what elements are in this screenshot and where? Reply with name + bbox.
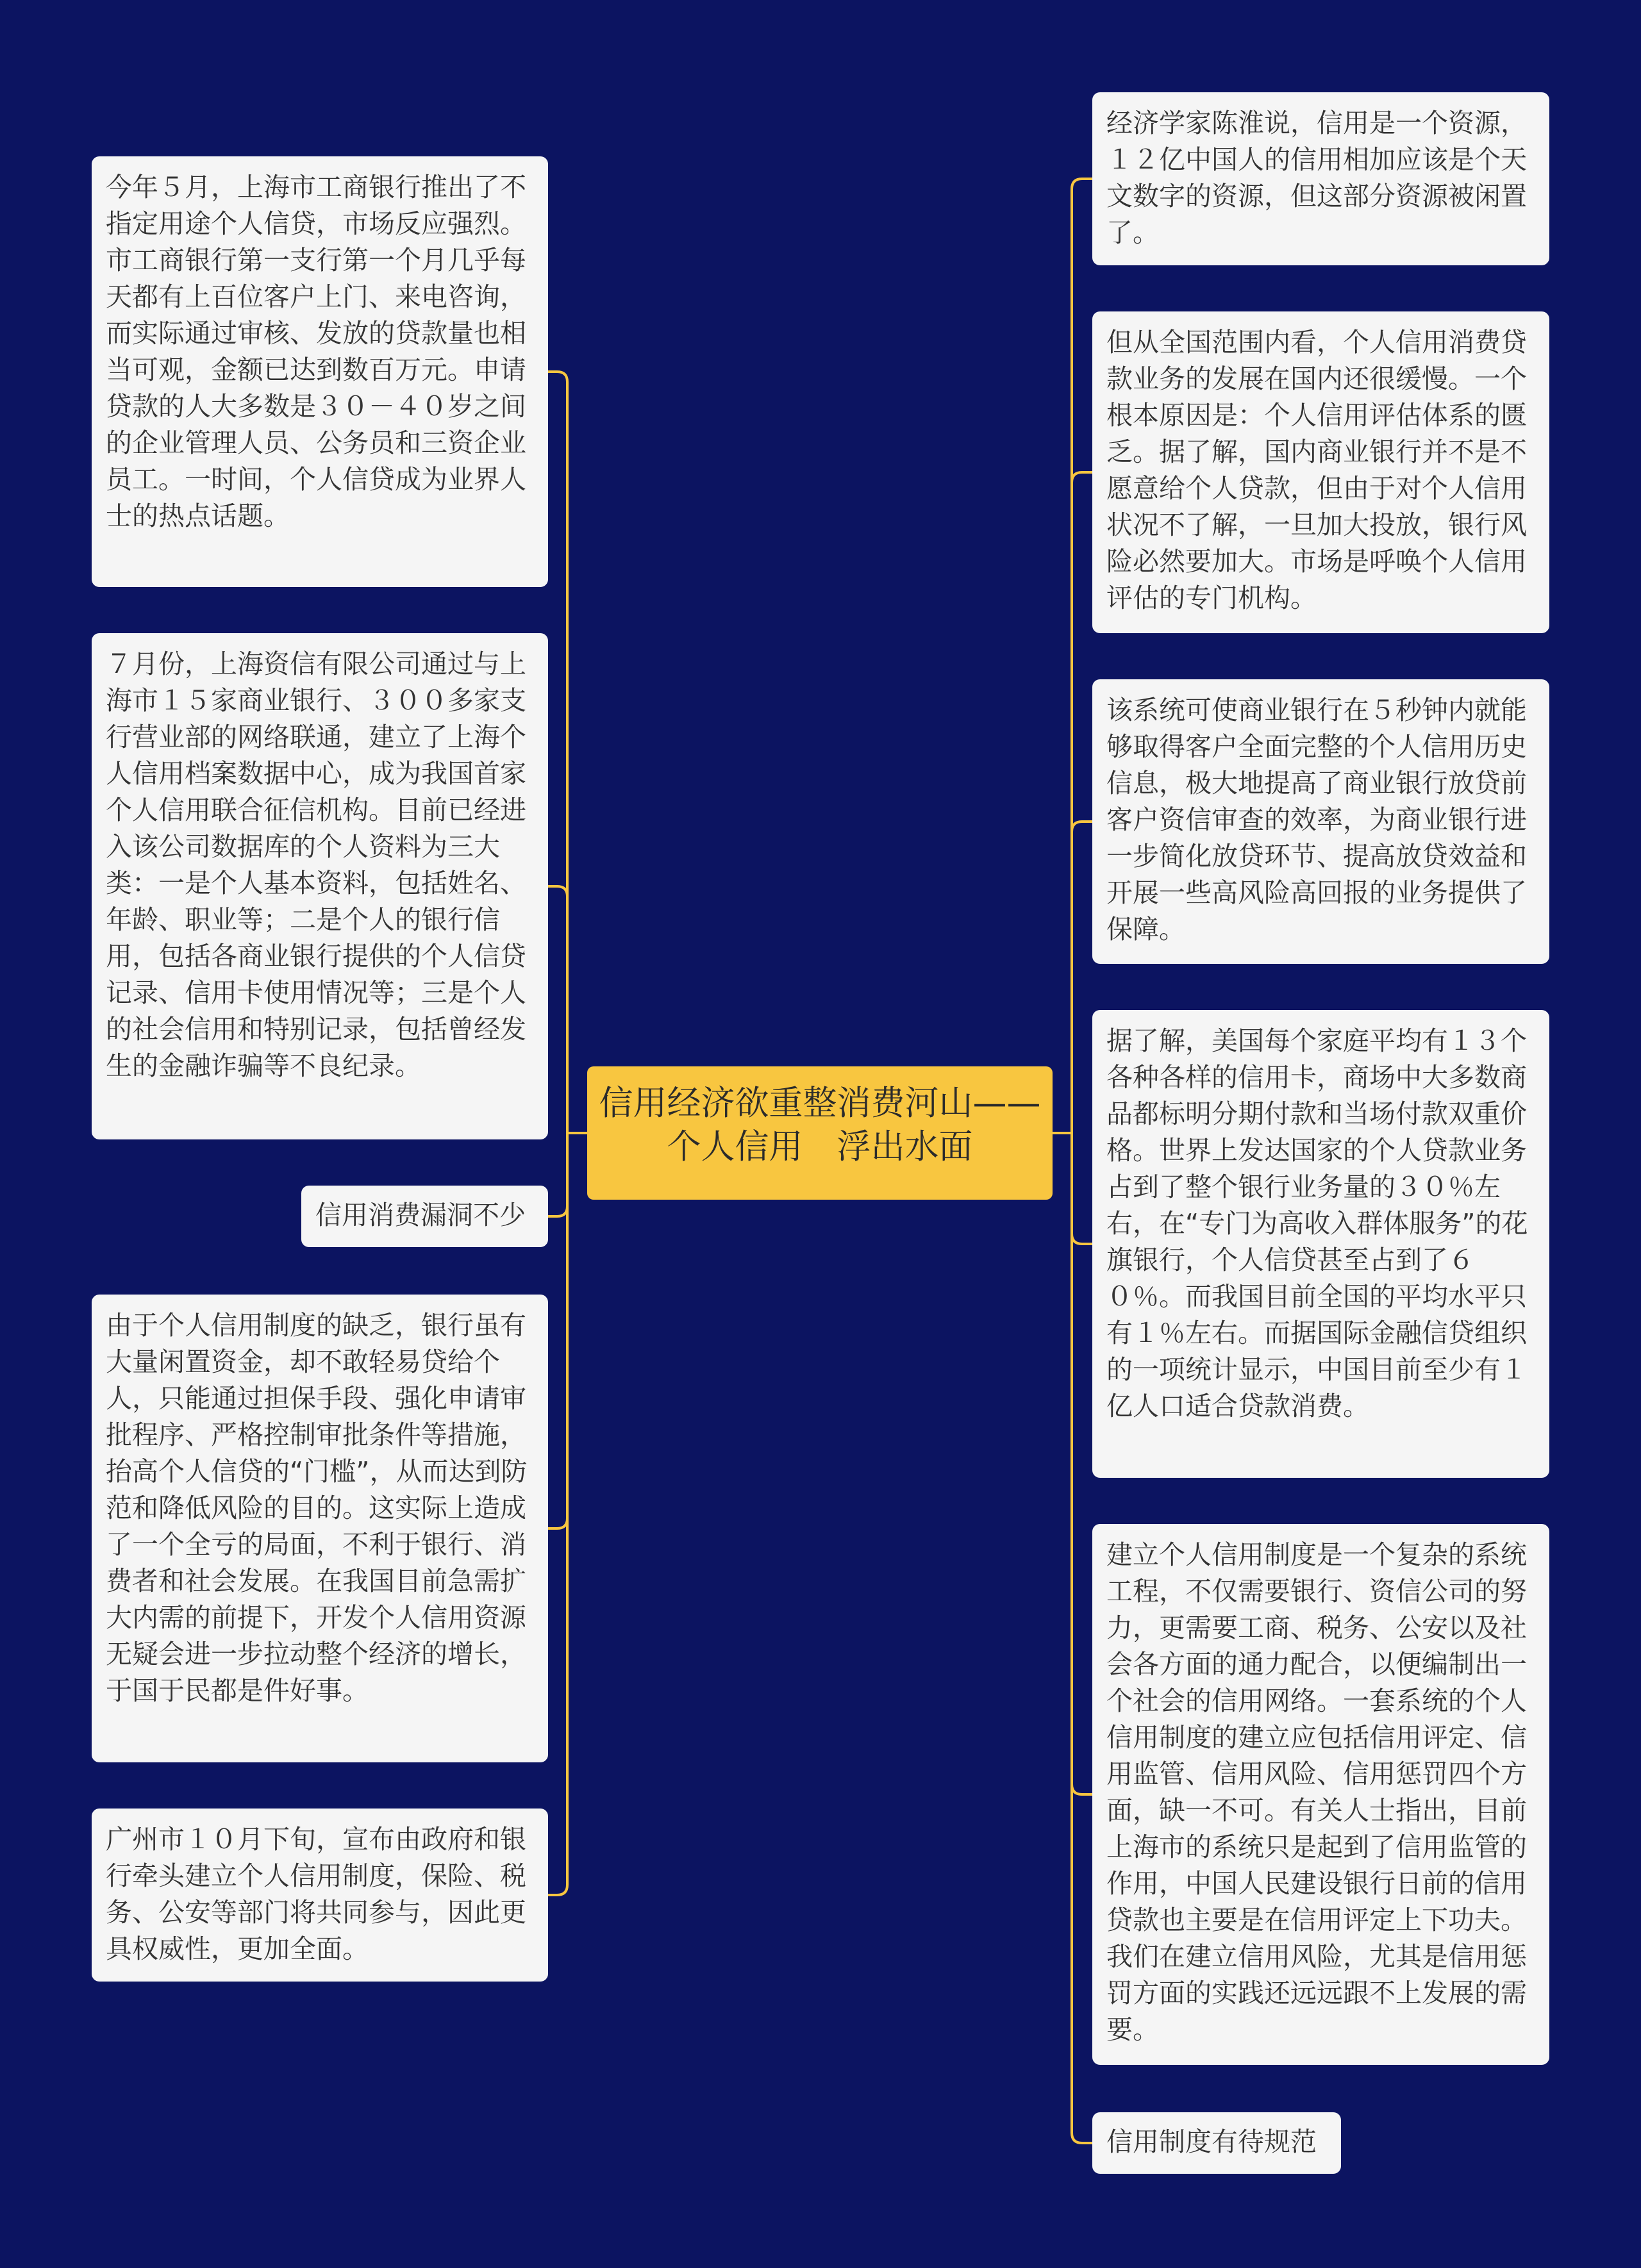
right-node-5[interactable]: 建立个人信用制度是一个复杂的系统工程，不仅需要银行、资信公司的努力，更需要工商、税务、公安以及社会各方面的通力配合，以便编制出一个社会的信用网络。一套系统的个人信用制度的建立应包括信用评定、信用监管、信用风险、信用惩罚四个方面，缺一不可。有关人士指出，目前上海市的系统只是起到了信用监管的作用，中国人民建设银行日前的信用贷款也主要是在信用评定上下功夫。我们在建立信用风险，尤其是信用惩罚方面的实践还远远跟不上发展的需要。 — [1092, 1524, 1549, 2065]
right-branch-line-3 — [1072, 822, 1092, 1133]
right-branch-line-6 — [1072, 1133, 1092, 2143]
left-node-2[interactable]: ７月份，上海资信有限公司通过与上海市１５家商业银行、３００多家支行营业部的网络联通，建立了上海个人信用档案数据中心，成为我国首家个人信用联合征信机构。目前已经进入该公司数据库的个人资料为三大类：一是个人基本资料，包括姓名、年龄、职业等；二是个人的银行信用，包括各商业银行提供的个人信贷记录、信用卡使用情况等；三是个人的社会信用和特别记录，包括曾经发生的金融诈骗等不良纪录。 — [92, 633, 548, 1139]
right-branch-line-1 — [1072, 179, 1092, 1133]
right-branch-line-4 — [1072, 1133, 1092, 1244]
left-branch-line-2 — [548, 886, 567, 1133]
right-node-3[interactable]: 该系统可使商业银行在５秒钟内就能够取得客户全面完整的个人信用历史信息，极大地提高了商业银行放贷前客户资信审查的效率，为商业银行进一步简化放贷环节、提高放贷效益和开展一些高风险高回报的业务提供了保障。 — [1092, 679, 1549, 964]
left-branch-line-4 — [548, 1133, 567, 1528]
right-node-1[interactable]: 经济学家陈淮说，信用是一个资源，１２亿中国人的信用相加应该是个天文数字的资源，但这部分资源被闲置了。 — [1092, 92, 1549, 265]
right-node-4[interactable]: 据了解，美国每个家庭平均有１３个各种各样的信用卡，商场中大多数商品都标明分期付款和当场付款双重价格。世界上发达国家的个人贷款业务占到了整个银行业务量的３０％左右，在“专门为高收入群体服务”的花旗银行，个人信贷甚至占到了６０％。而我国目前全国的平均水平只有１％左右。而据国际金融信贷组织的一项统计显示，中国目前至少有１亿人口适合贷款消费。 — [1092, 1010, 1549, 1478]
right-branch-line-5 — [1072, 1133, 1092, 1794]
left-node-5[interactable]: 广州市１０月下旬，宣布由政府和银行牵头建立个人信用制度，保险、税务、公安等部门将共同参与，因此更具权威性，更加全面。 — [92, 1809, 548, 1982]
right-branch-line-2 — [1072, 472, 1092, 1133]
left-branch-line-3 — [548, 1133, 567, 1216]
left-node-3[interactable]: 信用消费漏洞不少 — [301, 1186, 548, 1247]
left-node-1[interactable]: 今年５月，上海市工商银行推出了不指定用途个人信贷，市场反应强烈。市工商银行第一支行第一个月几乎每天都有上百位客户上门、来电咨询，而实际通过审核、发放的贷款量也相当可观，金额已达到数百万元。申请贷款的人大多数是３０－４０岁之间的企业管理人员、公务员和三资企业员工。一时间，个人信贷成为业界人士的热点话题。 — [92, 156, 548, 587]
right-node-2[interactable]: 但从全国范围内看，个人信用消费贷款业务的发展在国内还很缓慢。一个根本原因是：个人信用评估体系的匮乏。据了解，国内商业银行并不是不愿意给个人贷款，但由于对个人信用状况不了解，一旦加大投放，银行风险必然要加大。市场是呼唤个人信用评估的专门机构。 — [1092, 311, 1549, 633]
left-node-4[interactable]: 由于个人信用制度的缺乏，银行虽有大量闲置资金，却不敢轻易贷给个人，只能通过担保手段、强化申请审批程序、严格控制审批条件等措施，抬高个人信贷的“门槛”，从而达到防范和降低风险的目的。这实际上造成了一个全亏的局面，不利于银行、消费者和社会发展。在我国目前急需扩大内需的前提下，开发个人信用资源无疑会进一步拉动整个经济的增长，于国于民都是件好事。 — [92, 1295, 548, 1762]
center-topic[interactable]: 信用经济欲重整消费河山——个人信用 浮出水面 — [587, 1066, 1053, 1200]
right-node-6[interactable]: 信用制度有待规范 — [1092, 2112, 1341, 2174]
left-branch-line-5 — [548, 1133, 567, 1895]
left-branch-line-1 — [548, 372, 567, 1133]
